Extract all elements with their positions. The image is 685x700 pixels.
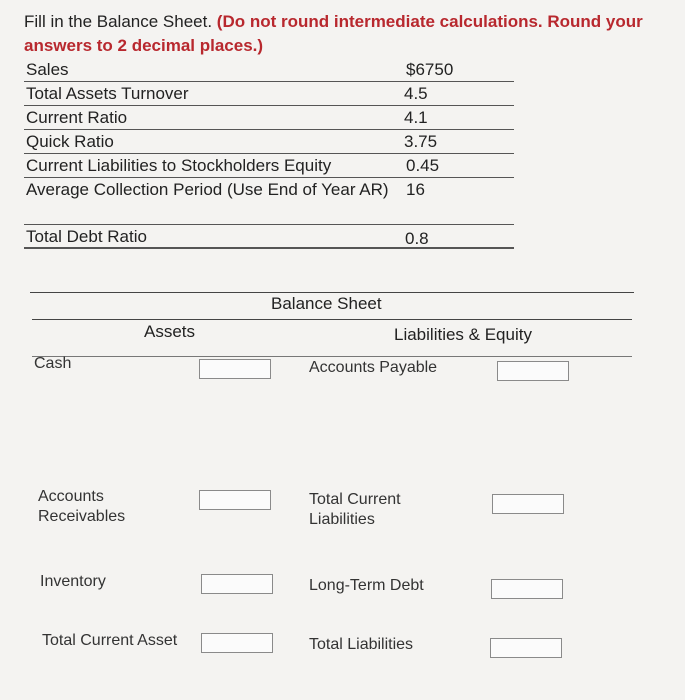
given-value: 16 (406, 180, 425, 199)
accounts-payable-input[interactable] (497, 361, 569, 381)
total-current-asset-input[interactable] (201, 633, 273, 653)
accounts-receivables-label: Accounts Receivables (38, 488, 126, 525)
given-row-cl-to-equity (24, 154, 514, 178)
given-label: Total Debt Ratio (26, 227, 147, 246)
given-row-current-ratio (24, 106, 514, 130)
total-liabilities-input[interactable] (490, 638, 562, 658)
long-term-debt-input[interactable] (491, 579, 563, 599)
given-value: 4.1 (404, 108, 428, 127)
given-value: 3.75 (404, 132, 438, 151)
instructions-lead: Fill in the Balance Sheet. (24, 12, 217, 31)
inventory-input[interactable] (201, 574, 273, 594)
cash-label: Cash (34, 355, 72, 372)
given-row-total-assets-turnover (24, 82, 514, 106)
total-liabilities-label: Total Liabilities (309, 636, 414, 653)
given-value: 0.45 (406, 156, 440, 175)
given-row-quick-ratio (24, 130, 514, 154)
balance-sheet-column-rule (32, 356, 632, 357)
given-label: Current Liabilities to Stockholders Equity (26, 156, 332, 175)
balance-sheet-title: Balance Sheet (271, 294, 382, 313)
given-value: 4.5 (404, 84, 428, 103)
accounts-payable-label: Accounts Payable (309, 359, 438, 376)
given-label: Average Collection Period (Use End of Year AR) (26, 180, 389, 199)
balance-sheet-header-rule (32, 319, 632, 320)
inventory-label: Inventory (40, 573, 106, 590)
given-label: Sales (26, 60, 69, 79)
given-row-sales (24, 58, 514, 82)
given-value: 0.8 (405, 229, 429, 248)
instructions-rounding-note: (Do not round intermediate calculations. Round your answers to 2 decimal places.) (24, 12, 643, 55)
given-row-total-debt-ratio (24, 225, 514, 249)
liabilities-equity-header: Liabilities & Equity (394, 325, 532, 344)
total-current-asset-label: Total Current Asset (42, 632, 178, 649)
given-label: Total Assets Turnover (26, 84, 189, 103)
given-label: Quick Ratio (26, 132, 114, 151)
total-current-liabilities-input[interactable] (492, 494, 564, 514)
balance-sheet-top-rule (30, 292, 634, 293)
given-value: $6750 (406, 60, 454, 79)
total-current-liabilities-label: Total Current Liabilities (309, 491, 401, 528)
long-term-debt-label: Long-Term Debt (309, 577, 424, 594)
given-label: Current Ratio (26, 108, 128, 127)
given-data-table (24, 58, 514, 249)
given-row-avg-collection-period (24, 178, 514, 225)
instructions (24, 10, 664, 58)
assets-header: Assets (144, 322, 196, 341)
accounts-receivables-input[interactable] (199, 490, 271, 510)
cash-input[interactable] (199, 359, 271, 379)
